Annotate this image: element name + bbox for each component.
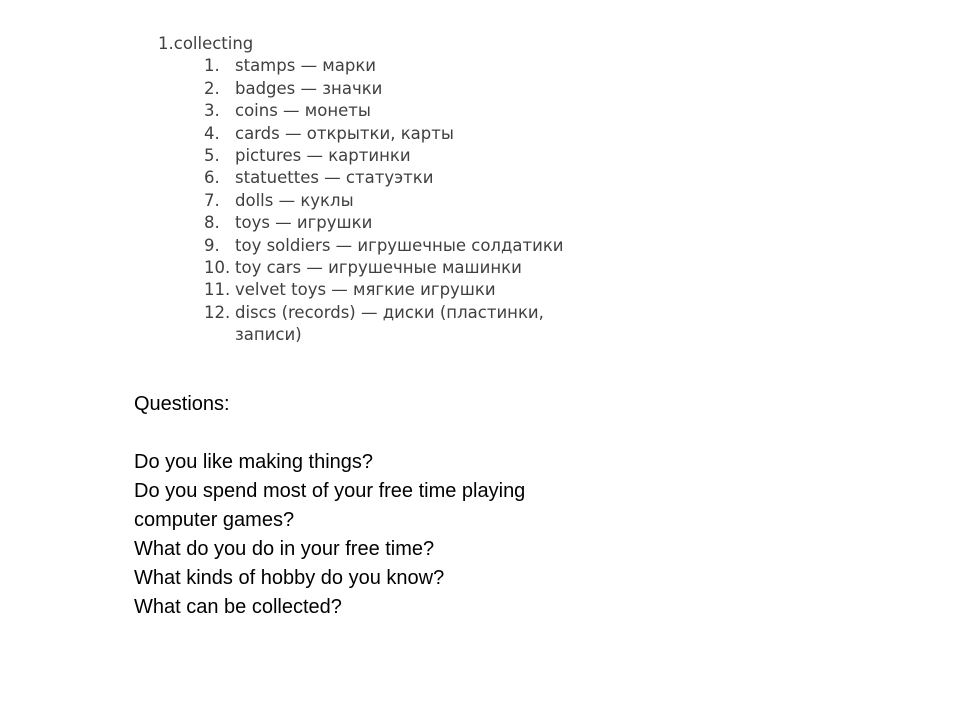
item-text: discs (records) — диски (пластинки, записи) bbox=[235, 302, 544, 345]
item-number: 5. bbox=[204, 146, 220, 166]
item-text: stamps — марки bbox=[235, 56, 377, 76]
item-text: toy cars — игрушечные машинки bbox=[235, 258, 522, 278]
item-text: badges — значки bbox=[235, 78, 383, 98]
list-item bbox=[158, 145, 718, 167]
question-line: Do you spend most of your free time playing bbox=[134, 480, 526, 502]
item-text: coins — монеты bbox=[235, 101, 371, 121]
question-line: What kinds of hobby do you know? bbox=[134, 567, 445, 589]
item-number: 8. bbox=[204, 213, 220, 233]
item-number: 1. bbox=[204, 56, 220, 76]
item-number: 7. bbox=[204, 190, 220, 210]
list-item bbox=[158, 212, 718, 234]
item-text: cards — открытки, карты bbox=[235, 123, 454, 143]
item-text: toys — игрушки bbox=[235, 213, 373, 233]
list-item bbox=[158, 123, 718, 145]
questions-heading: Questions: bbox=[134, 393, 230, 415]
question-line: What do you do in your free time? bbox=[134, 538, 435, 560]
item-number: 11. bbox=[204, 280, 231, 300]
item-number: 4. bbox=[204, 123, 220, 143]
questions-section bbox=[134, 390, 694, 622]
item-number: 10. bbox=[204, 258, 231, 278]
list-item bbox=[158, 78, 718, 100]
list-item bbox=[158, 100, 718, 122]
item-number: 3. bbox=[204, 101, 220, 121]
item-number: 12. bbox=[204, 302, 231, 322]
item-text: toy soldiers — игрушечные солдатики bbox=[235, 235, 564, 255]
list-item bbox=[158, 190, 718, 212]
collecting-list-section bbox=[158, 33, 718, 347]
item-number: 6. bbox=[204, 168, 220, 188]
list-item bbox=[158, 302, 718, 347]
list-item bbox=[158, 279, 718, 301]
item-text: dolls — куклы bbox=[235, 190, 354, 210]
list-item bbox=[158, 55, 718, 77]
collecting-items-list bbox=[158, 55, 718, 346]
question-line: computer games? bbox=[134, 509, 295, 531]
list-item bbox=[158, 167, 718, 189]
item-text: pictures — картинки bbox=[235, 146, 411, 166]
collecting-heading: 1.collecting bbox=[158, 34, 254, 53]
question-line: What can be collected? bbox=[134, 596, 342, 618]
list-item bbox=[158, 257, 718, 279]
item-text: velvet toys — мягкие игрушки bbox=[235, 280, 496, 300]
item-number: 9. bbox=[204, 235, 220, 255]
item-number: 2. bbox=[204, 78, 220, 98]
list-item bbox=[158, 235, 718, 257]
question-line: Do you like making things? bbox=[134, 451, 374, 473]
item-text: statuettes — статуэтки bbox=[235, 168, 434, 188]
